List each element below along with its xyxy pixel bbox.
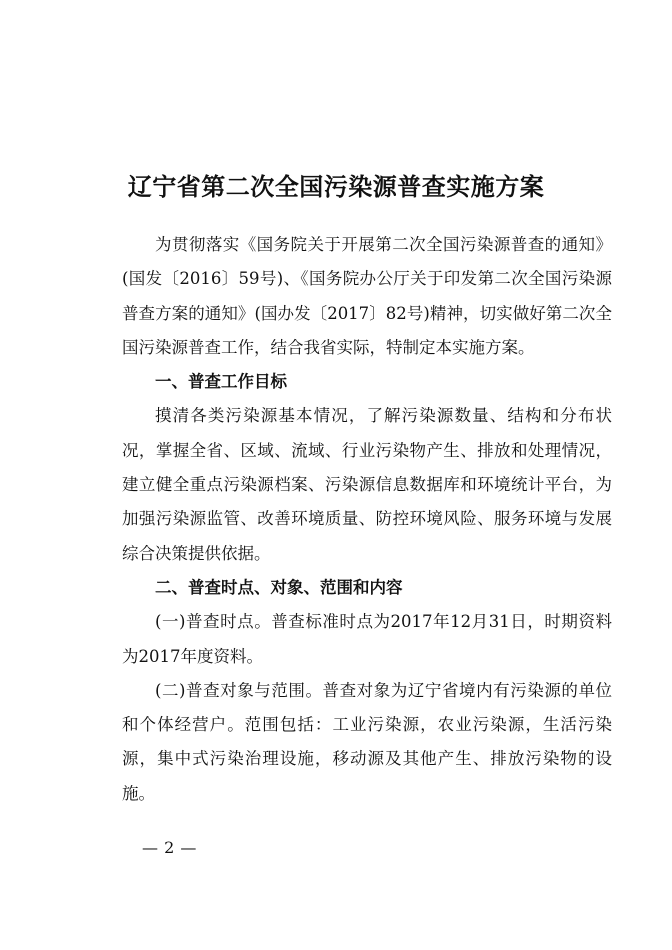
intro-paragraph: 为贯彻落实《国务院关于开展第二次全国污染源普查的通知》(国发〔2016〕59号)、《国务院办公厅关于印发第二次全国污染源普查方案的通知》(国办发〔2017〕82号)精神，切实做好第二次全国污染源普查工作，结合我省实际，特制定本实施方案。 [122,235,612,357]
document-title: 辽宁省第二次全国污染源普查实施方案 [127,172,545,201]
section-heading-scope: 二、普查时点、对象、范围和内容 [155,577,403,597]
section-heading-goals: 一、普查工作目标 [155,372,287,392]
goals-paragraph: 摸清各类污染源基本情况，了解污染源数量、结构和分布状况，掌握全省、区域、流域、行业污染物产生、排放和处理情况，建立健全重点污染源档案、污染源信息数据库和环境统计平台，为加强污染源监管、改善环境质量、防控环境风险、服务环境与发展综合决策提供依据。 [122,406,612,563]
document-body [122,228,612,811]
page-number: — 2 — [142,838,197,857]
time-point-paragraph: (一)普查时点。普查标准时点为2017年12月31日，时期资料为2017年度资料。 [122,612,612,666]
scope-paragraph: (二)普查对象与范围。普查对象为辽宁省境内有污染源的单位和个体经营户。范围包括：工业污染源，农业污染源，生活污染源，集中式污染治理设施，移动源及其他产生、排放污染物的设施。 [122,680,612,803]
